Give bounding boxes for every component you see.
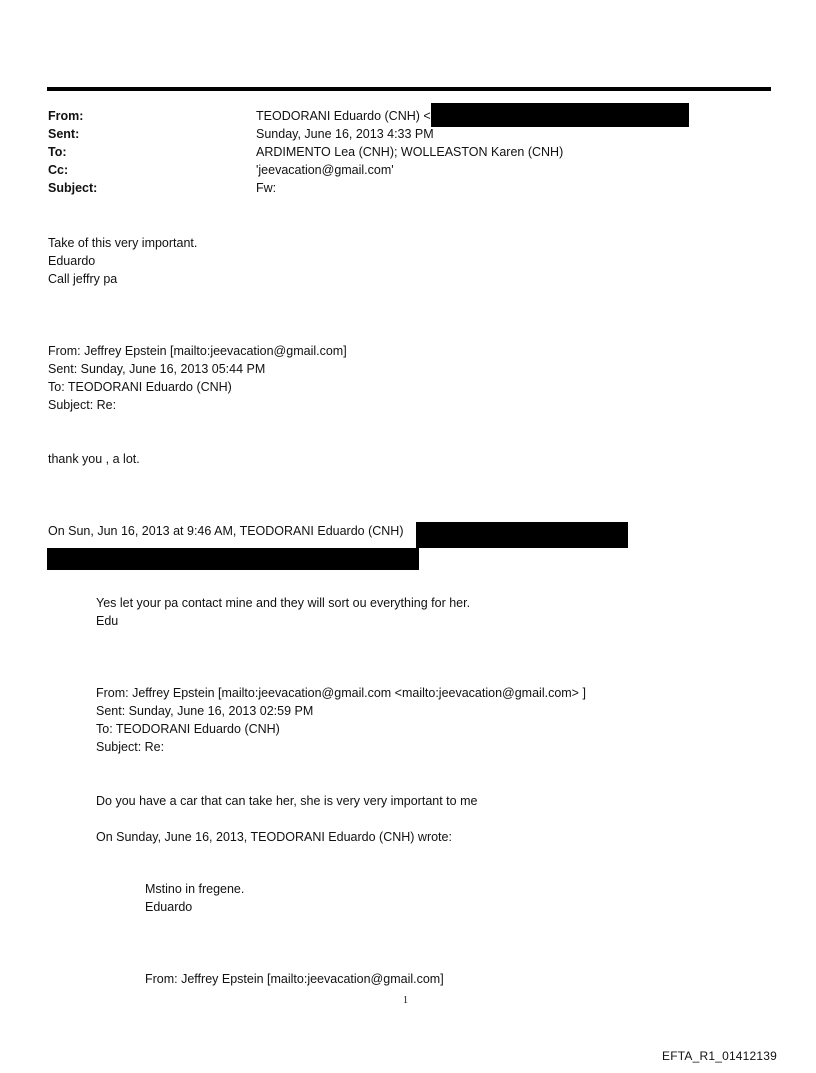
to-value: ARDIMENTO Lea (CNH); WOLLEASTON Karen (CNH) xyxy=(256,145,564,159)
fwd-to: To: TEODORANI Eduardo (CNH) xyxy=(96,722,280,736)
quote-line: Do you have a car that can take her, she is very very important to me xyxy=(96,794,478,808)
body-line: Call jeffry pa xyxy=(48,272,118,286)
to-label: To: xyxy=(48,145,67,159)
document-id: EFTA_R1_01412139 xyxy=(662,1049,778,1063)
body-line: Take of this very important. xyxy=(48,236,198,250)
fwd-sent: Sent: Sunday, June 16, 2013 05:44 PM xyxy=(48,362,266,376)
fwd-subject: Subject: Re: xyxy=(96,740,165,754)
from-value: TEODORANI Eduardo (CNH) < xyxy=(256,109,431,123)
fwd-sent: Sent: Sunday, June 16, 2013 02:59 PM xyxy=(96,704,314,718)
quote-line: Mstino in fregene. xyxy=(145,882,245,896)
on-wrote-line: On Sunday, June 16, 2013, TEODORANI Eduardo (CNH) wrote: xyxy=(96,830,452,844)
fwd-from: From: Jeffrey Epstein [mailto:jeevacation@gmail.com] xyxy=(145,972,444,986)
fwd-from: From: Jeffrey Epstein [mailto:jeevacation@gmail.com] xyxy=(48,344,347,358)
fwd-subject: Subject: Re: xyxy=(48,398,117,412)
redaction-block xyxy=(47,548,419,570)
fwd-to: To: TEODORANI Eduardo (CNH) xyxy=(48,380,232,394)
body-line: Eduardo xyxy=(48,254,96,268)
subject-value: Fw: xyxy=(256,181,277,195)
cc-value: 'jeevacation@gmail.com' xyxy=(256,163,394,177)
quote-line: Yes let your pa contact mine and they will sort ou everything for her. xyxy=(96,596,471,610)
redaction-block xyxy=(416,522,628,548)
header-rule xyxy=(47,87,771,91)
sent-value: Sunday, June 16, 2013 4:33 PM xyxy=(256,127,434,141)
cc-label: Cc: xyxy=(48,163,69,177)
reply-text: thank you , a lot. xyxy=(48,452,140,466)
sent-label: Sent: xyxy=(48,127,80,141)
quote-line: Eduardo xyxy=(145,900,193,914)
subject-label: Subject: xyxy=(48,181,98,195)
page-number: 1 xyxy=(403,995,408,1006)
redaction-block xyxy=(431,103,689,127)
fwd-from: From: Jeffrey Epstein [mailto:jeevacation@gmail.com <mailto:jeevacation@gmail.com> ] xyxy=(96,686,586,700)
from-label: From: xyxy=(48,109,84,123)
quote-line: Edu xyxy=(96,614,119,628)
on-wrote-line: On Sun, Jun 16, 2013 at 9:46 AM, TEODORANI Eduardo (CNH) xyxy=(48,524,404,538)
